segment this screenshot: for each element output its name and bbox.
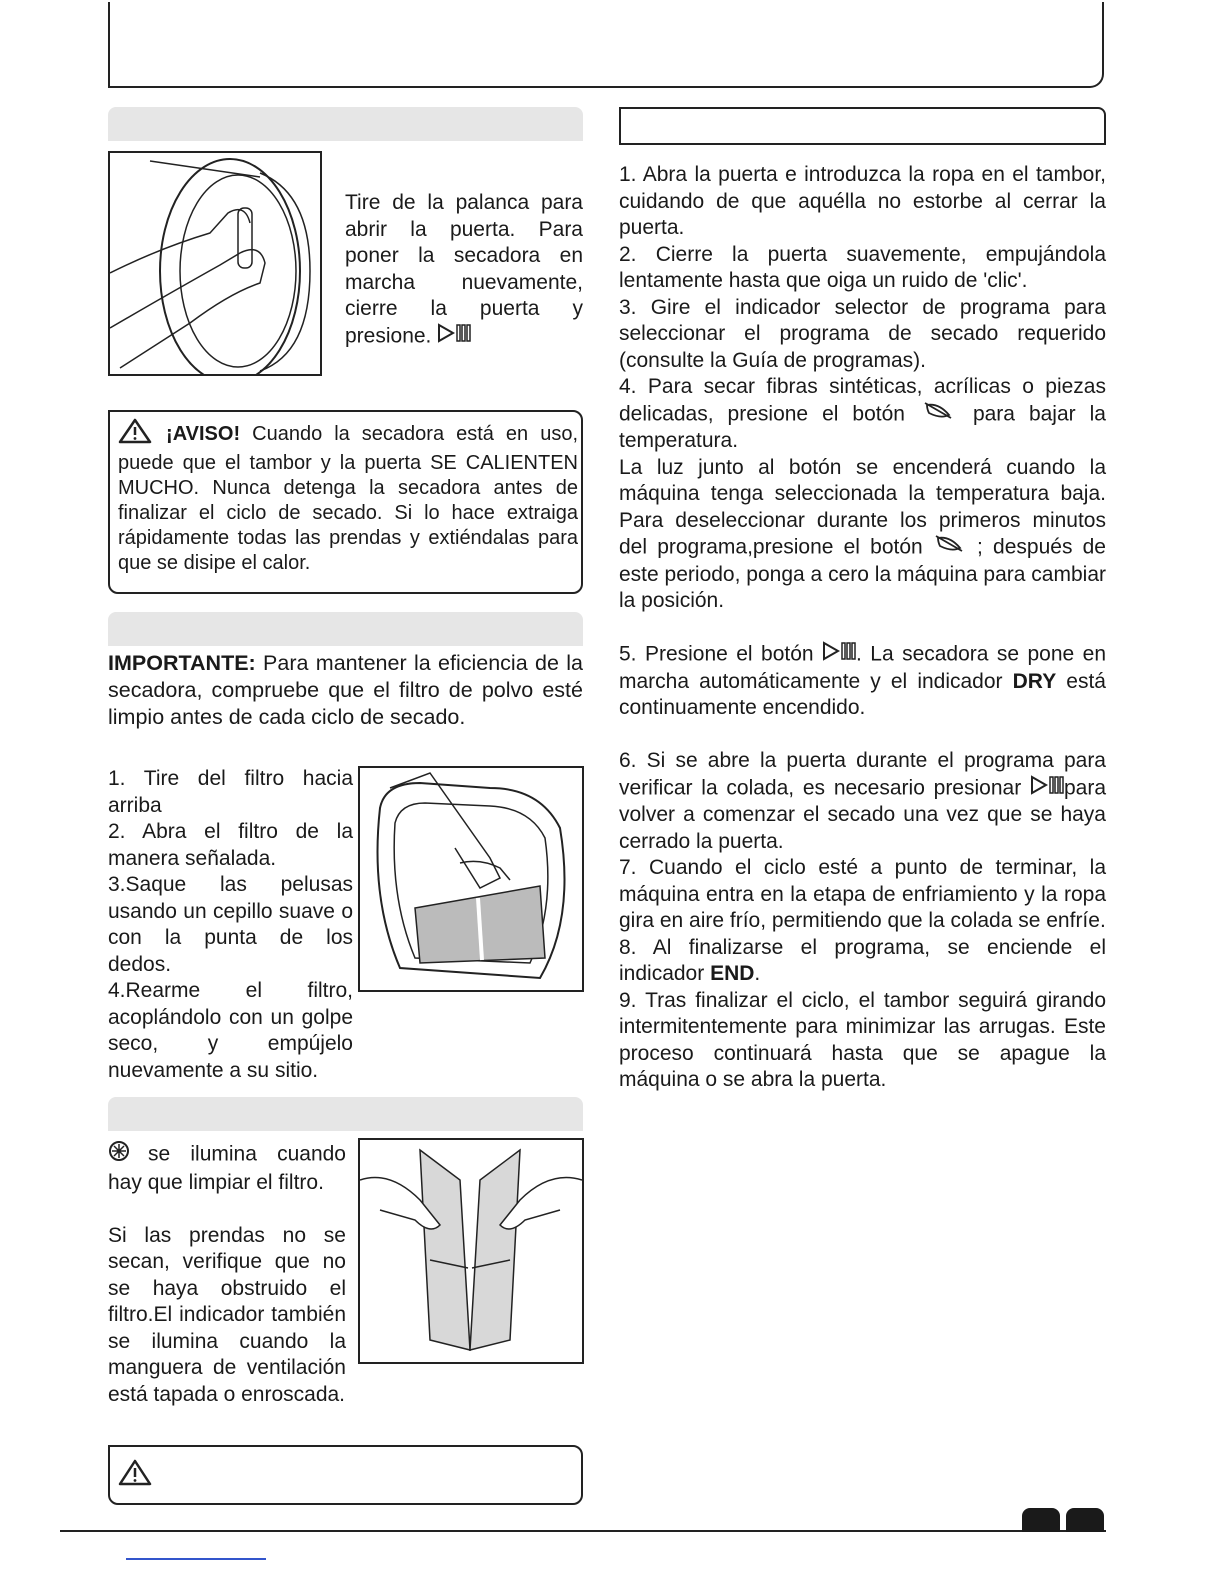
low-temperature-icon [933, 534, 967, 562]
program-steps [619, 162, 1106, 1094]
start-pause-icon [822, 641, 856, 669]
warning-box [108, 410, 583, 594]
step-8-text-b: . [754, 962, 761, 985]
page-number-tab [1022, 1508, 1060, 1532]
program-step-3: 3. Gire el indicador selector de programa para seleccionar el programa de secado requerido (consulte la Guía de programas). [619, 295, 1106, 372]
program-step-1: 1. Abra la puerta e introduzca la ropa en el tambor, cuidando de que aquélla no estorbe al cerrar la puerta. [619, 163, 1106, 239]
program-step-4 [619, 374, 1106, 455]
filter-indicator-icon [108, 1140, 148, 1170]
filter-open-illustration [360, 1140, 582, 1362]
filter-step: 3.Saque las pelusas usando un cepillo suave o con la punta de los dedos. [108, 873, 353, 976]
filter-important [108, 650, 583, 731]
indicator-lit-text: se ilumina cuando hay que limpiar el filtro. [108, 1142, 346, 1194]
door-illustration [110, 153, 320, 374]
step-4-text-c: La luz junto al botón se encenderá cuando la máquina tenga seleccionada la temperatura baja. Para deseleccionar durante los primeros minutos del programa,presione el botón [619, 455, 1106, 559]
program-step-4-detail [619, 455, 1106, 615]
warning-triangle-icon [118, 418, 154, 451]
section-header-filter [108, 612, 583, 646]
step-6-text-a: 6. Si se abre la puerta durante el programa para verificar la colada, es necesario presionar [619, 749, 1106, 799]
page-number-tab [1066, 1508, 1104, 1532]
program-step-7: 7. Cuando el ciclo esté a punto de terminar, la máquina entra en la etapa de enfriamiento y la ropa gira en aire frío, permitiendo que la colada se enfríe. [619, 856, 1106, 932]
door-figure [108, 151, 322, 376]
page-title-box [108, 2, 1104, 88]
step-5-text-c: está continuamente encendido. [619, 669, 1106, 719]
section-header-program [619, 107, 1106, 145]
filter-open-figure [358, 1138, 584, 1364]
filter-removal-figure [358, 766, 584, 992]
step-5-text-b: . La secadora se pone en marcha automáticamente y el indicador [619, 642, 1106, 693]
warning-text-block [118, 418, 578, 576]
filter-steps [108, 766, 353, 1084]
door-paragraph: Tire de la palanca para abrir la puerta. Para poner la secadora en marcha nuevamente, cierre la puerta y presione. [345, 191, 583, 347]
section-header-door [108, 107, 583, 141]
filter-removal-illustration [360, 768, 582, 990]
warning-body: Cuando la secadora está en uso, puede que el tambor y la puerta SE CALIENTEN MUCHO. Nunca detenga la secadora antes de finalizar el ciclo de secado. Si lo hace extraiga rápidamente todas las prendas y extiéndalas para que se disipe el calor. [118, 422, 578, 574]
end-indicator-label: END [710, 962, 755, 985]
dry-indicator-label: DRY [1012, 669, 1057, 693]
indicator-paragraph: Si las prendas no se secan, verifique que no se haya obstruido el filtro.El indicador también se ilumina cuando la manguera de ventilación está tapada o enroscada. [108, 1223, 346, 1406]
door-instructions [345, 190, 583, 350]
indicator-text [108, 1140, 346, 1408]
step-4-text-d: ; después de este periodo, ponga a cero la máquina para cambiar la posición. [619, 535, 1106, 612]
footer-link-line [126, 1558, 266, 1560]
start-pause-icon [437, 323, 471, 351]
warning-triangle-icon [118, 1459, 154, 1492]
step-6-text-b: para volver a comenzar el secado una vez que se haya cerrado la puerta. [619, 775, 1106, 853]
step-4-text-a: 4. Para secar fibras sintéticas, acrílicas o piezas delicadas, presione el botón [619, 375, 1106, 425]
important-text: Para mantener la eficiencia de la secadora, compruebe que el filtro de polvo esté limpio antes de cada ciclo de secado. [108, 651, 583, 729]
warning-label: ¡AVISO! [166, 422, 241, 445]
step-8-text-a: 8. Al finalizarse el programa, se enciende el indicador [619, 935, 1106, 985]
section-header-indicator [108, 1097, 583, 1131]
low-temperature-icon [919, 401, 959, 429]
important-label: IMPORTANTE: [108, 651, 256, 675]
filter-step: 2. Abra el filtro de la manera señalada. [108, 820, 353, 870]
filter-step: 4.Rearme el filtro, acoplándolo con un golpe seco, y empújelo nuevamente a su sitio. [108, 979, 353, 1082]
step-5-text-a: 5. Presione el botón [619, 642, 814, 666]
program-step-9: 9. Tras finalizar el ciclo, el tambor seguirá girando intermitentemente para minimizar las arrugas. Este proceso continuará hasta que se apague la máquina o se abra la puerta. [619, 988, 1106, 1091]
step-4-text-b: para bajar la temperatura. [619, 401, 1106, 452]
bottom-warning-box [108, 1445, 583, 1505]
start-pause-icon [1030, 775, 1064, 803]
footer-rule [60, 1530, 1106, 1532]
program-step-6 [619, 748, 1106, 855]
program-step-5 [619, 641, 1106, 722]
program-step-2: 2. Cierre la puerta suavemente, empujándola lentamente hasta que oiga un ruido de 'clic'. [619, 242, 1106, 292]
filter-step: 1. Tire del filtro hacia arriba [108, 767, 353, 817]
program-step-8 [619, 935, 1106, 988]
